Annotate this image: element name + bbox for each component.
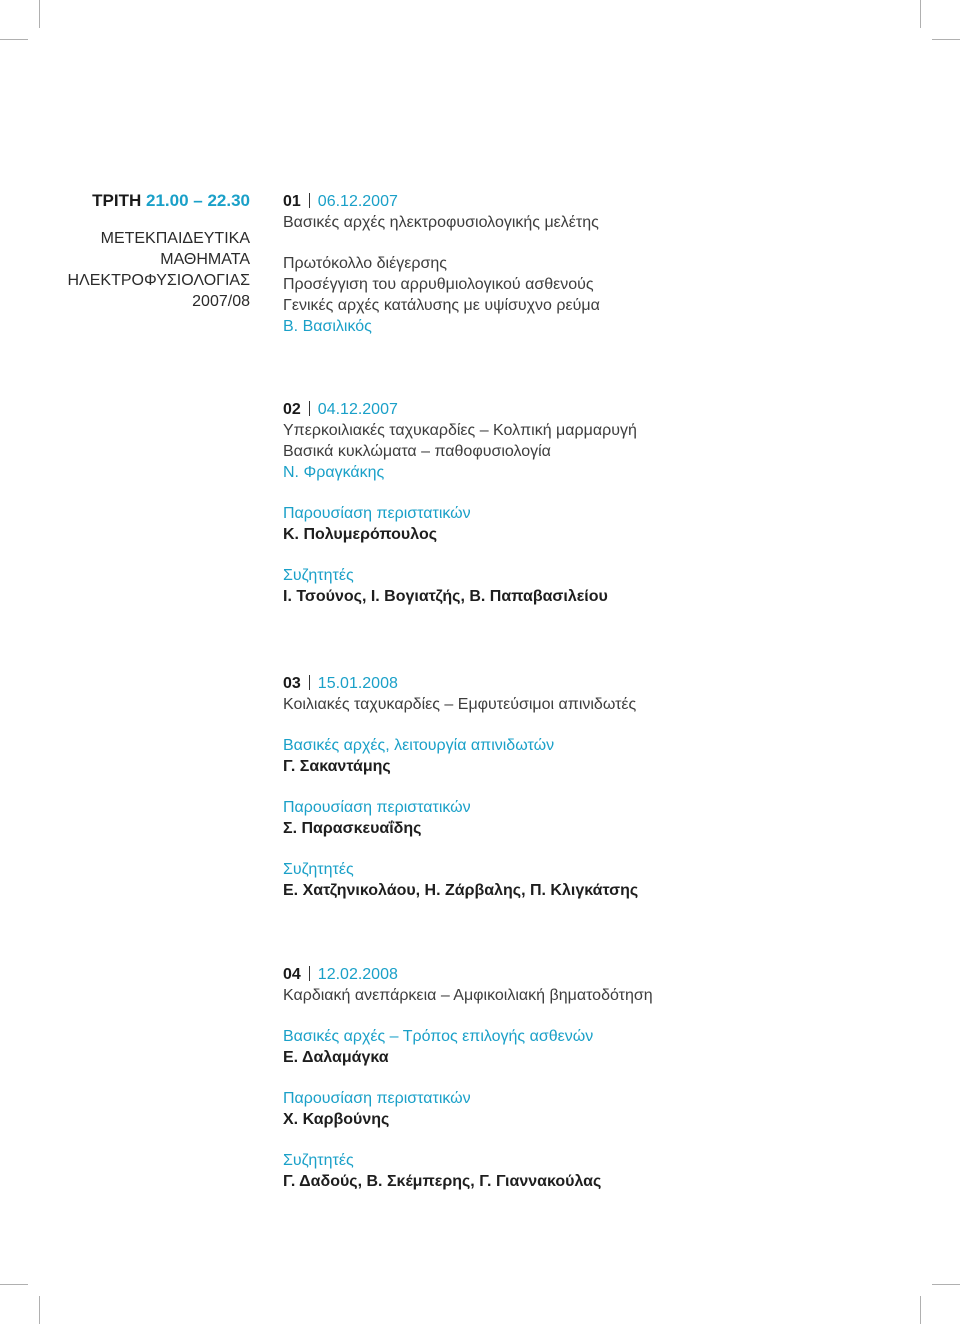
course-line: ΜΑΘΗΜΑΤΑ [160, 251, 250, 268]
separator [309, 966, 310, 981]
session-03 [283, 673, 943, 901]
cases-speaker: Σ. Παρασκευαΐδης [283, 820, 422, 837]
crop-mark-top-left-h [0, 39, 28, 40]
course-line: 2007/08 [192, 293, 250, 310]
session-02 [283, 399, 943, 607]
separator [309, 675, 310, 690]
session-subtitle: Βασικά κυκλώματα – παθοφυσιολογία [283, 443, 551, 460]
course-line: ΜΕΤΕΚΠΑΙΔΕΥΤΙΚΑ [100, 230, 250, 247]
crop-mark-top-left-v [39, 0, 40, 28]
discussants-names: Ε. Χατζηνικολάου, Η. Ζάρβαλης, Π. Κλιγκάτσης [283, 882, 639, 899]
session-01 [283, 191, 943, 337]
crop-mark-top-right-v [920, 0, 921, 28]
topic: Προσέγγιση του αρρυθμιολογικού ασθενούς [283, 276, 594, 293]
discussants-names: Γ. Δαδούς, Β. Σκέμπερης, Γ. Γιαννακούλας [283, 1173, 602, 1190]
course-title [40, 228, 250, 312]
session-number: 02 [283, 401, 301, 418]
crop-mark-bottom-left-v [39, 1296, 40, 1324]
session-date: 12.02.2008 [317, 966, 398, 983]
session-title: Κοιλιακές ταχυκαρδίες – Εμφυτεύσιμοι απινιδωτές [283, 696, 637, 713]
topic: Βασικές αρχές, λειτουργία απινιδωτών [283, 737, 555, 754]
program-info [40, 190, 250, 312]
topic: Βασικές αρχές – Τρόπος επιλογής ασθενών [283, 1028, 594, 1045]
topic: Πρωτόκολλο διέγερσης [283, 255, 447, 272]
day-label: ΤΡΙΤΗ [92, 191, 142, 210]
speaker: Ν. Φραγκάκης [283, 464, 385, 481]
crop-mark-bottom-right-h [932, 1284, 960, 1285]
discussants-label: Συζητητές [283, 1152, 354, 1169]
discussants-label: Συζητητές [283, 861, 354, 878]
crop-mark-bottom-right-v [920, 1296, 921, 1324]
session-date: 04.12.2007 [317, 401, 398, 418]
crop-mark-top-right-h [932, 39, 960, 40]
session-title: Υπερκοιλιακές ταχυκαρδίες – Κολπική μαρμαρυγή [283, 422, 637, 439]
cases-speaker: Χ. Καρβούνης [283, 1111, 390, 1128]
cases-label: Παρουσίαση περιστατικών [283, 505, 471, 522]
speaker: Γ. Σακαντάμης [283, 758, 391, 775]
crop-mark-bottom-left-h [0, 1284, 28, 1285]
session-header [283, 399, 943, 420]
speaker: Ε. Δαλαμάγκα [283, 1049, 389, 1066]
speaker: Β. Βασιλικός [283, 318, 372, 335]
session-number: 03 [283, 675, 301, 692]
session-header [283, 964, 943, 985]
cases-label: Παρουσίαση περιστατικών [283, 1090, 471, 1107]
schedule-time [40, 190, 250, 212]
topic: Γενικές αρχές κατάλυσης με υψίσυχνο ρεύμα [283, 297, 600, 314]
separator [309, 401, 310, 416]
session-date: 06.12.2007 [317, 193, 398, 210]
session-title: Βασικές αρχές ηλεκτροφυσιολογικής μελέτης [283, 214, 599, 231]
cases-label: Παρουσίαση περιστατικών [283, 799, 471, 816]
discussants-label: Συζητητές [283, 567, 354, 584]
session-header [283, 191, 943, 212]
session-number: 04 [283, 966, 301, 983]
discussants-names: Ι. Τσούνος, Ι. Βογιατζής, Β. Παπαβασιλείου [283, 588, 608, 605]
time-label: 21.00 – 22.30 [146, 191, 250, 210]
session-date: 15.01.2008 [317, 675, 398, 692]
session-header [283, 673, 943, 694]
cases-speaker: Κ. Πολυμερόπουλος [283, 526, 438, 543]
session-title: Καρδιακή ανεπάρκεια – Αμφικοιλιακή βηματοδότηση [283, 987, 653, 1004]
course-line: ΗΛΕΚΤΡΟΦΥΣΙΟΛΟΓΙΑΣ [67, 272, 250, 289]
session-number: 01 [283, 193, 301, 210]
session-04 [283, 964, 943, 1192]
separator [309, 193, 310, 208]
